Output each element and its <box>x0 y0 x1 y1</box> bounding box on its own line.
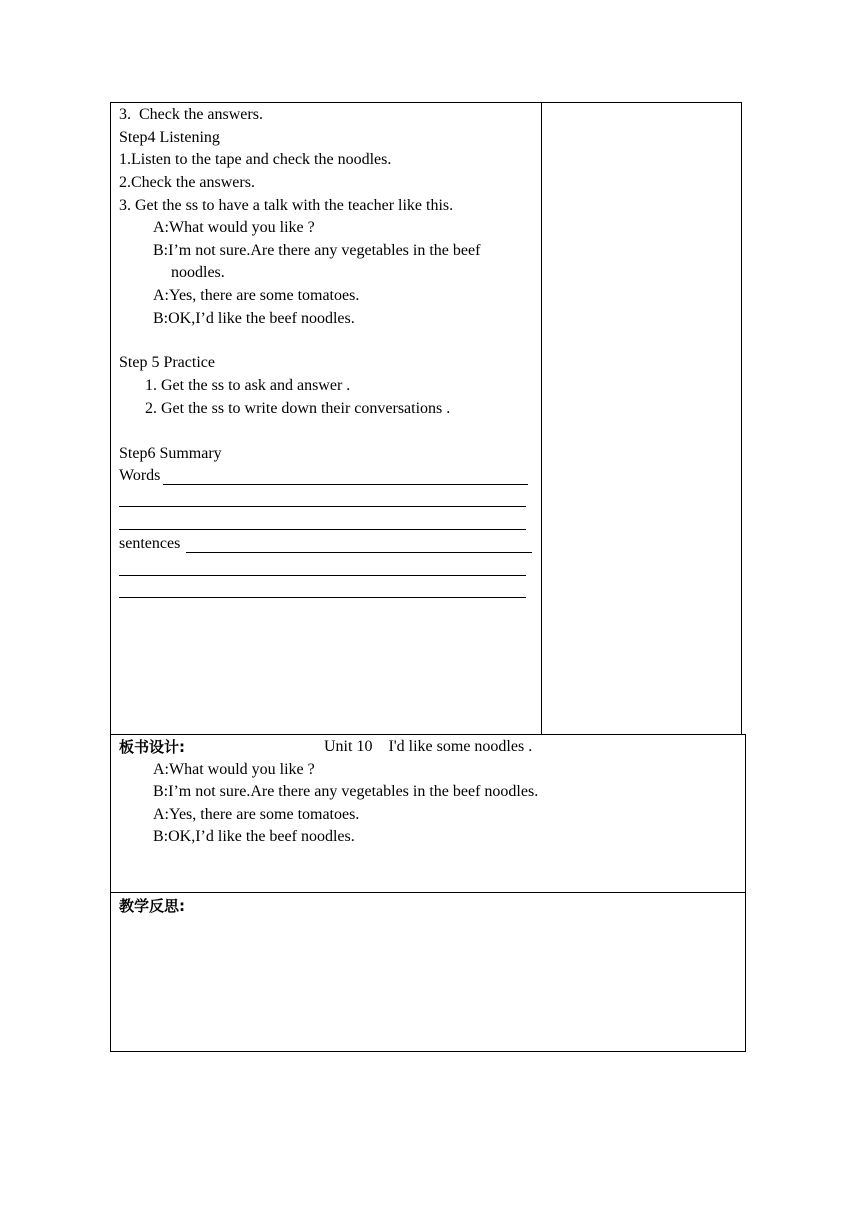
board-dialogue-a1: A:What would you like ? <box>153 761 315 778</box>
practice-item-1: 1. Get the ss to ask and answer . <box>145 377 351 394</box>
listen-item-1: 1.Listen to the tape and check the noodles. <box>119 151 392 168</box>
board-design-cell <box>110 734 746 893</box>
check-answers-2: 2.Check the answers. <box>119 174 255 191</box>
board-dialogue-b1: B:I’m not sure.Are there any vegetables in the beef noodles. <box>153 783 539 800</box>
notes-cell <box>541 102 742 735</box>
step6-title: Step6 Summary <box>119 445 222 462</box>
dialogue-b2: B:OK,I’d like the beef noodles. <box>153 310 355 327</box>
board-dialogue-b2: B:OK,I’d like the beef noodles. <box>153 828 355 845</box>
board-design-label: 板书设计: <box>119 738 185 756</box>
step5-title: Step 5 Practice <box>119 354 215 371</box>
words-blank-line <box>163 484 528 485</box>
board-unit-title: Unit 10 I'd like some noodles . <box>324 738 533 755</box>
sentences-blank-line <box>119 597 526 598</box>
sentences-blank-line <box>119 575 526 576</box>
words-blank-line <box>119 506 526 507</box>
dialogue-b1-line1: B:I’m not sure.Are there any vegetables in the beef <box>153 242 481 259</box>
reflection-label: 教学反思: <box>119 897 185 915</box>
lesson-steps-cell <box>110 102 542 735</box>
talk-item-3: 3. Get the ss to have a talk with the teacher like this. <box>119 197 454 214</box>
board-dialogue-a2: A:Yes, there are some tomatoes. <box>153 806 360 823</box>
sentences-blank-line <box>186 552 532 553</box>
reflection-cell <box>110 892 746 1052</box>
dialogue-b1-line2: noodles. <box>171 264 225 281</box>
words-label: Words <box>119 467 161 484</box>
words-blank-line <box>119 529 526 530</box>
dialogue-a2: A:Yes, there are some tomatoes. <box>153 287 360 304</box>
step4-title: Step4 Listening <box>119 129 220 146</box>
check-answers-3: 3. Check the answers. <box>119 106 263 123</box>
dialogue-a1: A:What would you like ? <box>153 219 315 236</box>
practice-item-2: 2. Get the ss to write down their conversations . <box>145 400 451 417</box>
sentences-label: sentences <box>119 535 181 552</box>
